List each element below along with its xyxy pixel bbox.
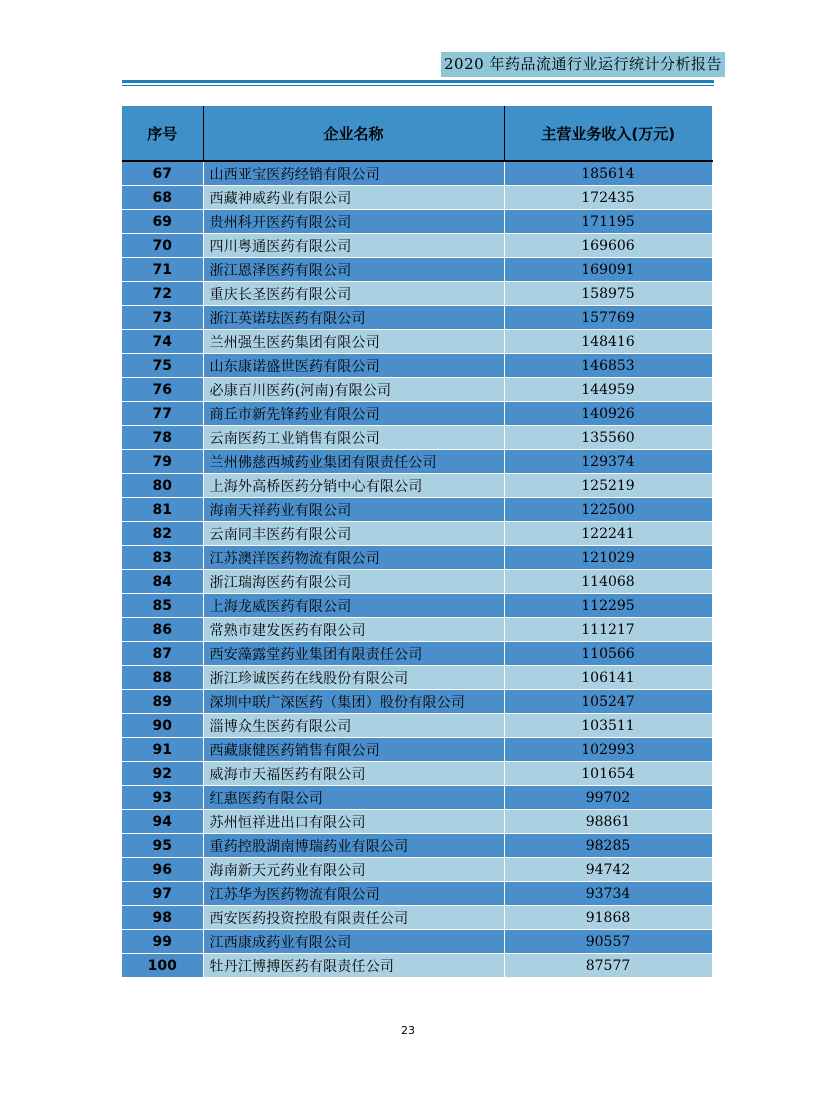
rank-cell: 79 bbox=[122, 450, 203, 474]
company-name-cell: 西藏神威药业有限公司 bbox=[203, 186, 504, 210]
company-name-cell: 淄博众生医药有限公司 bbox=[203, 714, 504, 738]
company-name-cell: 浙江恩泽医药有限公司 bbox=[203, 258, 504, 282]
revenue-cell: 135560 bbox=[504, 426, 712, 450]
rank-cell: 86 bbox=[122, 618, 203, 642]
table-row bbox=[122, 282, 712, 306]
table-row bbox=[122, 714, 712, 738]
rank-cell: 68 bbox=[122, 186, 203, 210]
revenue-cell: 102993 bbox=[504, 738, 712, 762]
revenue-cell: 106141 bbox=[504, 666, 712, 690]
company-name-cell: 四川粤通医药有限公司 bbox=[203, 234, 504, 258]
rank-cell: 89 bbox=[122, 690, 203, 714]
company-name-cell: 江苏华为医药物流有限公司 bbox=[203, 882, 504, 906]
company-name-cell: 必康百川医药(河南)有限公司 bbox=[203, 378, 504, 402]
rank-cell: 69 bbox=[122, 210, 203, 234]
revenue-cell: 122241 bbox=[504, 522, 712, 546]
rank-cell: 67 bbox=[122, 161, 203, 186]
rank-cell: 77 bbox=[122, 402, 203, 426]
table-row bbox=[122, 594, 712, 618]
company-name-cell: 兰州佛慈西城药业集团有限责任公司 bbox=[203, 450, 504, 474]
table-row bbox=[122, 930, 712, 954]
table-row bbox=[122, 546, 712, 570]
table-row bbox=[122, 426, 712, 450]
company-name-cell: 山西亚宝医药经销有限公司 bbox=[203, 161, 504, 186]
table-row bbox=[122, 210, 712, 234]
table-row bbox=[122, 498, 712, 522]
revenue-cell: 94742 bbox=[504, 858, 712, 882]
company-name-cell: 江西康成药业有限公司 bbox=[203, 930, 504, 954]
rank-cell: 100 bbox=[122, 954, 203, 978]
company-name-cell: 海南新天元药业有限公司 bbox=[203, 858, 504, 882]
table-row bbox=[122, 161, 712, 186]
header-rule-thin bbox=[122, 85, 714, 86]
table-row bbox=[122, 186, 712, 210]
revenue-cell: 93734 bbox=[504, 882, 712, 906]
company-name-cell: 重药控股湖南博瑞药业有限公司 bbox=[203, 834, 504, 858]
revenue-cell: 114068 bbox=[504, 570, 712, 594]
company-name-cell: 深圳中联广深医药（集团）股份有限公司 bbox=[203, 690, 504, 714]
table-row bbox=[122, 474, 712, 498]
header-rule bbox=[122, 80, 714, 83]
rank-cell: 78 bbox=[122, 426, 203, 450]
rank-cell: 76 bbox=[122, 378, 203, 402]
revenue-cell: 121029 bbox=[504, 546, 712, 570]
revenue-cell: 98861 bbox=[504, 810, 712, 834]
rank-cell: 84 bbox=[122, 570, 203, 594]
company-name-cell: 红惠医药有限公司 bbox=[203, 786, 504, 810]
company-name-cell: 威海市天福医药有限公司 bbox=[203, 762, 504, 786]
company-name-cell: 海南天祥药业有限公司 bbox=[203, 498, 504, 522]
table-row bbox=[122, 834, 712, 858]
rank-cell: 80 bbox=[122, 474, 203, 498]
revenue-cell: 157769 bbox=[504, 306, 712, 330]
table-row bbox=[122, 330, 712, 354]
company-name-cell: 常熟市建发医药有限公司 bbox=[203, 618, 504, 642]
table-row bbox=[122, 618, 712, 642]
rank-cell: 96 bbox=[122, 858, 203, 882]
revenue-cell: 98285 bbox=[504, 834, 712, 858]
rank-cell: 87 bbox=[122, 642, 203, 666]
table-row bbox=[122, 522, 712, 546]
company-name-cell: 上海外高桥医药分销中心有限公司 bbox=[203, 474, 504, 498]
column-header-company: 企业名称 bbox=[203, 106, 504, 161]
rank-cell: 94 bbox=[122, 810, 203, 834]
revenue-cell: 185614 bbox=[504, 161, 712, 186]
revenue-cell: 148416 bbox=[504, 330, 712, 354]
rank-cell: 74 bbox=[122, 330, 203, 354]
table-row bbox=[122, 450, 712, 474]
revenue-cell: 112295 bbox=[504, 594, 712, 618]
table-row bbox=[122, 882, 712, 906]
rank-cell: 75 bbox=[122, 354, 203, 378]
company-name-cell: 西藏康健医药销售有限公司 bbox=[203, 738, 504, 762]
table-row bbox=[122, 306, 712, 330]
revenue-cell: 110566 bbox=[504, 642, 712, 666]
company-name-cell: 西安藻露堂药业集团有限责任公司 bbox=[203, 642, 504, 666]
rank-cell: 90 bbox=[122, 714, 203, 738]
table-row bbox=[122, 354, 712, 378]
company-name-cell: 牡丹江博搏医药有限责任公司 bbox=[203, 954, 504, 978]
column-header-revenue: 主营业务收入(万元) bbox=[504, 106, 712, 161]
revenue-cell: 140926 bbox=[504, 402, 712, 426]
company-name-cell: 兰州强生医药集团有限公司 bbox=[203, 330, 504, 354]
revenue-cell: 144959 bbox=[504, 378, 712, 402]
rank-cell: 71 bbox=[122, 258, 203, 282]
company-name-cell: 贵州科开医药有限公司 bbox=[203, 210, 504, 234]
company-name-cell: 苏州恒祥进出口有限公司 bbox=[203, 810, 504, 834]
rank-cell: 70 bbox=[122, 234, 203, 258]
company-name-cell: 山东康诺盛世医药有限公司 bbox=[203, 354, 504, 378]
revenue-cell: 90557 bbox=[504, 930, 712, 954]
revenue-cell: 122500 bbox=[504, 498, 712, 522]
revenue-cell: 105247 bbox=[504, 690, 712, 714]
report-title: 2020 年药品流通行业运行统计分析报告 bbox=[441, 52, 725, 77]
company-ranking-table bbox=[122, 106, 713, 978]
company-name-cell: 重庆长圣医药有限公司 bbox=[203, 282, 504, 306]
company-name-cell: 浙江瑞海医药有限公司 bbox=[203, 570, 504, 594]
revenue-cell: 171195 bbox=[504, 210, 712, 234]
company-name-cell: 浙江珍诚医药在线股份有限公司 bbox=[203, 666, 504, 690]
page-number: 23 bbox=[401, 1024, 415, 1037]
column-header-rank: 序号 bbox=[122, 106, 203, 161]
rank-cell: 82 bbox=[122, 522, 203, 546]
rank-cell: 83 bbox=[122, 546, 203, 570]
rank-cell: 95 bbox=[122, 834, 203, 858]
table-row bbox=[122, 690, 712, 714]
table-row bbox=[122, 954, 712, 978]
table-row bbox=[122, 258, 712, 282]
table-row bbox=[122, 666, 712, 690]
rank-cell: 97 bbox=[122, 882, 203, 906]
table-row bbox=[122, 402, 712, 426]
rank-cell: 72 bbox=[122, 282, 203, 306]
revenue-cell: 91868 bbox=[504, 906, 712, 930]
table-row bbox=[122, 642, 712, 666]
table-row bbox=[122, 810, 712, 834]
table-row bbox=[122, 234, 712, 258]
rank-cell: 99 bbox=[122, 930, 203, 954]
rank-cell: 91 bbox=[122, 738, 203, 762]
company-name-cell: 云南同丰医药有限公司 bbox=[203, 522, 504, 546]
revenue-cell: 111217 bbox=[504, 618, 712, 642]
revenue-cell: 101654 bbox=[504, 762, 712, 786]
revenue-cell: 87577 bbox=[504, 954, 712, 978]
company-name-cell: 上海龙威医药有限公司 bbox=[203, 594, 504, 618]
revenue-cell: 146853 bbox=[504, 354, 712, 378]
company-name-cell: 江苏澳洋医药物流有限公司 bbox=[203, 546, 504, 570]
revenue-cell: 103511 bbox=[504, 714, 712, 738]
rank-cell: 81 bbox=[122, 498, 203, 522]
revenue-cell: 129374 bbox=[504, 450, 712, 474]
rank-cell: 98 bbox=[122, 906, 203, 930]
rank-cell: 92 bbox=[122, 762, 203, 786]
company-name-cell: 云南医药工业销售有限公司 bbox=[203, 426, 504, 450]
revenue-cell: 172435 bbox=[504, 186, 712, 210]
company-name-cell: 西安医药投资控股有限责任公司 bbox=[203, 906, 504, 930]
revenue-cell: 99702 bbox=[504, 786, 712, 810]
rank-cell: 88 bbox=[122, 666, 203, 690]
rank-cell: 93 bbox=[122, 786, 203, 810]
revenue-cell: 169606 bbox=[504, 234, 712, 258]
table-row bbox=[122, 858, 712, 882]
revenue-cell: 169091 bbox=[504, 258, 712, 282]
table-row bbox=[122, 738, 712, 762]
table-row bbox=[122, 570, 712, 594]
rank-cell: 73 bbox=[122, 306, 203, 330]
table-body bbox=[122, 161, 712, 978]
company-name-cell: 浙江英诺珐医药有限公司 bbox=[203, 306, 504, 330]
rank-cell: 85 bbox=[122, 594, 203, 618]
company-name-cell: 商丘市新先锋药业有限公司 bbox=[203, 402, 504, 426]
table-header-row bbox=[122, 106, 712, 161]
table-row bbox=[122, 378, 712, 402]
table-row bbox=[122, 762, 712, 786]
revenue-cell: 158975 bbox=[504, 282, 712, 306]
table-row bbox=[122, 786, 712, 810]
revenue-cell: 125219 bbox=[504, 474, 712, 498]
table-row bbox=[122, 906, 712, 930]
